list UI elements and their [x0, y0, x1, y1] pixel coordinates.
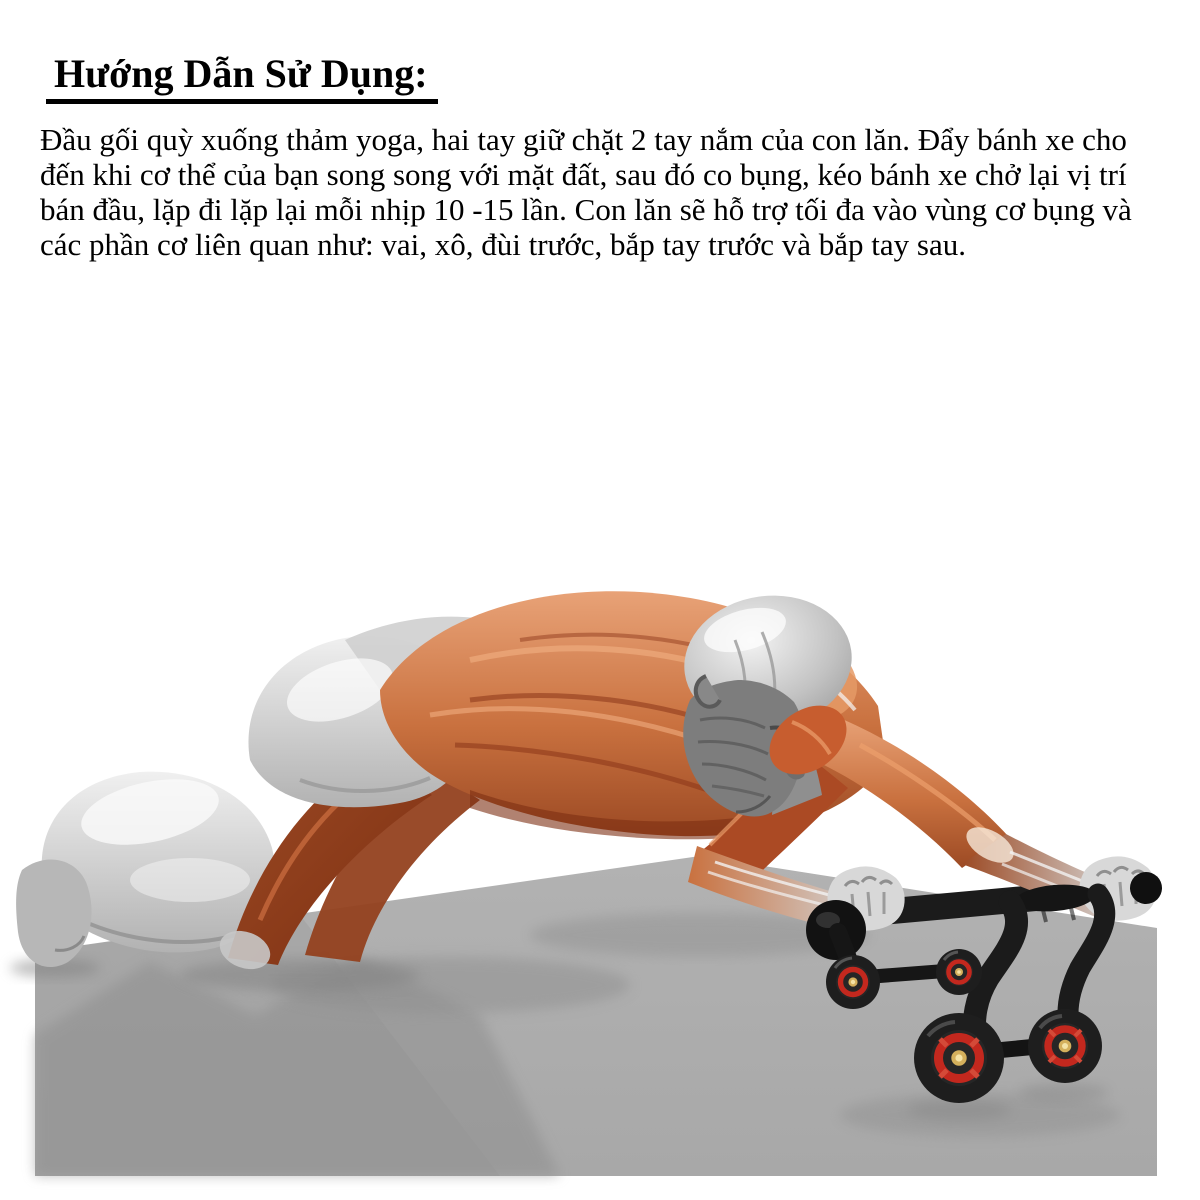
exercise-illustration	[0, 556, 1200, 1200]
roller-wheel-rear-right	[936, 949, 982, 995]
paragraph-line: các phần cơ liên quan như: vai, xô, đùi trước, bắp tay trước và bắp tay sau.	[40, 227, 966, 262]
instructions-heading: Hướng Dẫn Sử Dụng:	[46, 52, 438, 104]
instructions-paragraph	[40, 122, 1180, 262]
ab-roller-workout-svg	[0, 556, 1200, 1200]
paragraph-line: Đầu gối quỳ xuống thảm yoga, hai tay giữ chặt 2 tay nắm của con lăn. Đẩy bánh xe cho	[40, 122, 1127, 157]
paragraph-line: đến khi cơ thể của bạn song song với mặt đất, sau đó co bụng, kéo bánh xe chở lại vị trí	[40, 157, 1127, 192]
paragraph-line: bán đầu, lặp đi lặp lại mỗi nhịp 10 -15 lần. Con lăn sẽ hỗ trợ tối đa vào vùng cơ bụng và	[40, 192, 1132, 227]
roller-wheel-front-right	[1028, 1009, 1102, 1083]
roller-wheel-front-left	[914, 1013, 1004, 1103]
roller-wheel-rear-left	[826, 955, 880, 1009]
